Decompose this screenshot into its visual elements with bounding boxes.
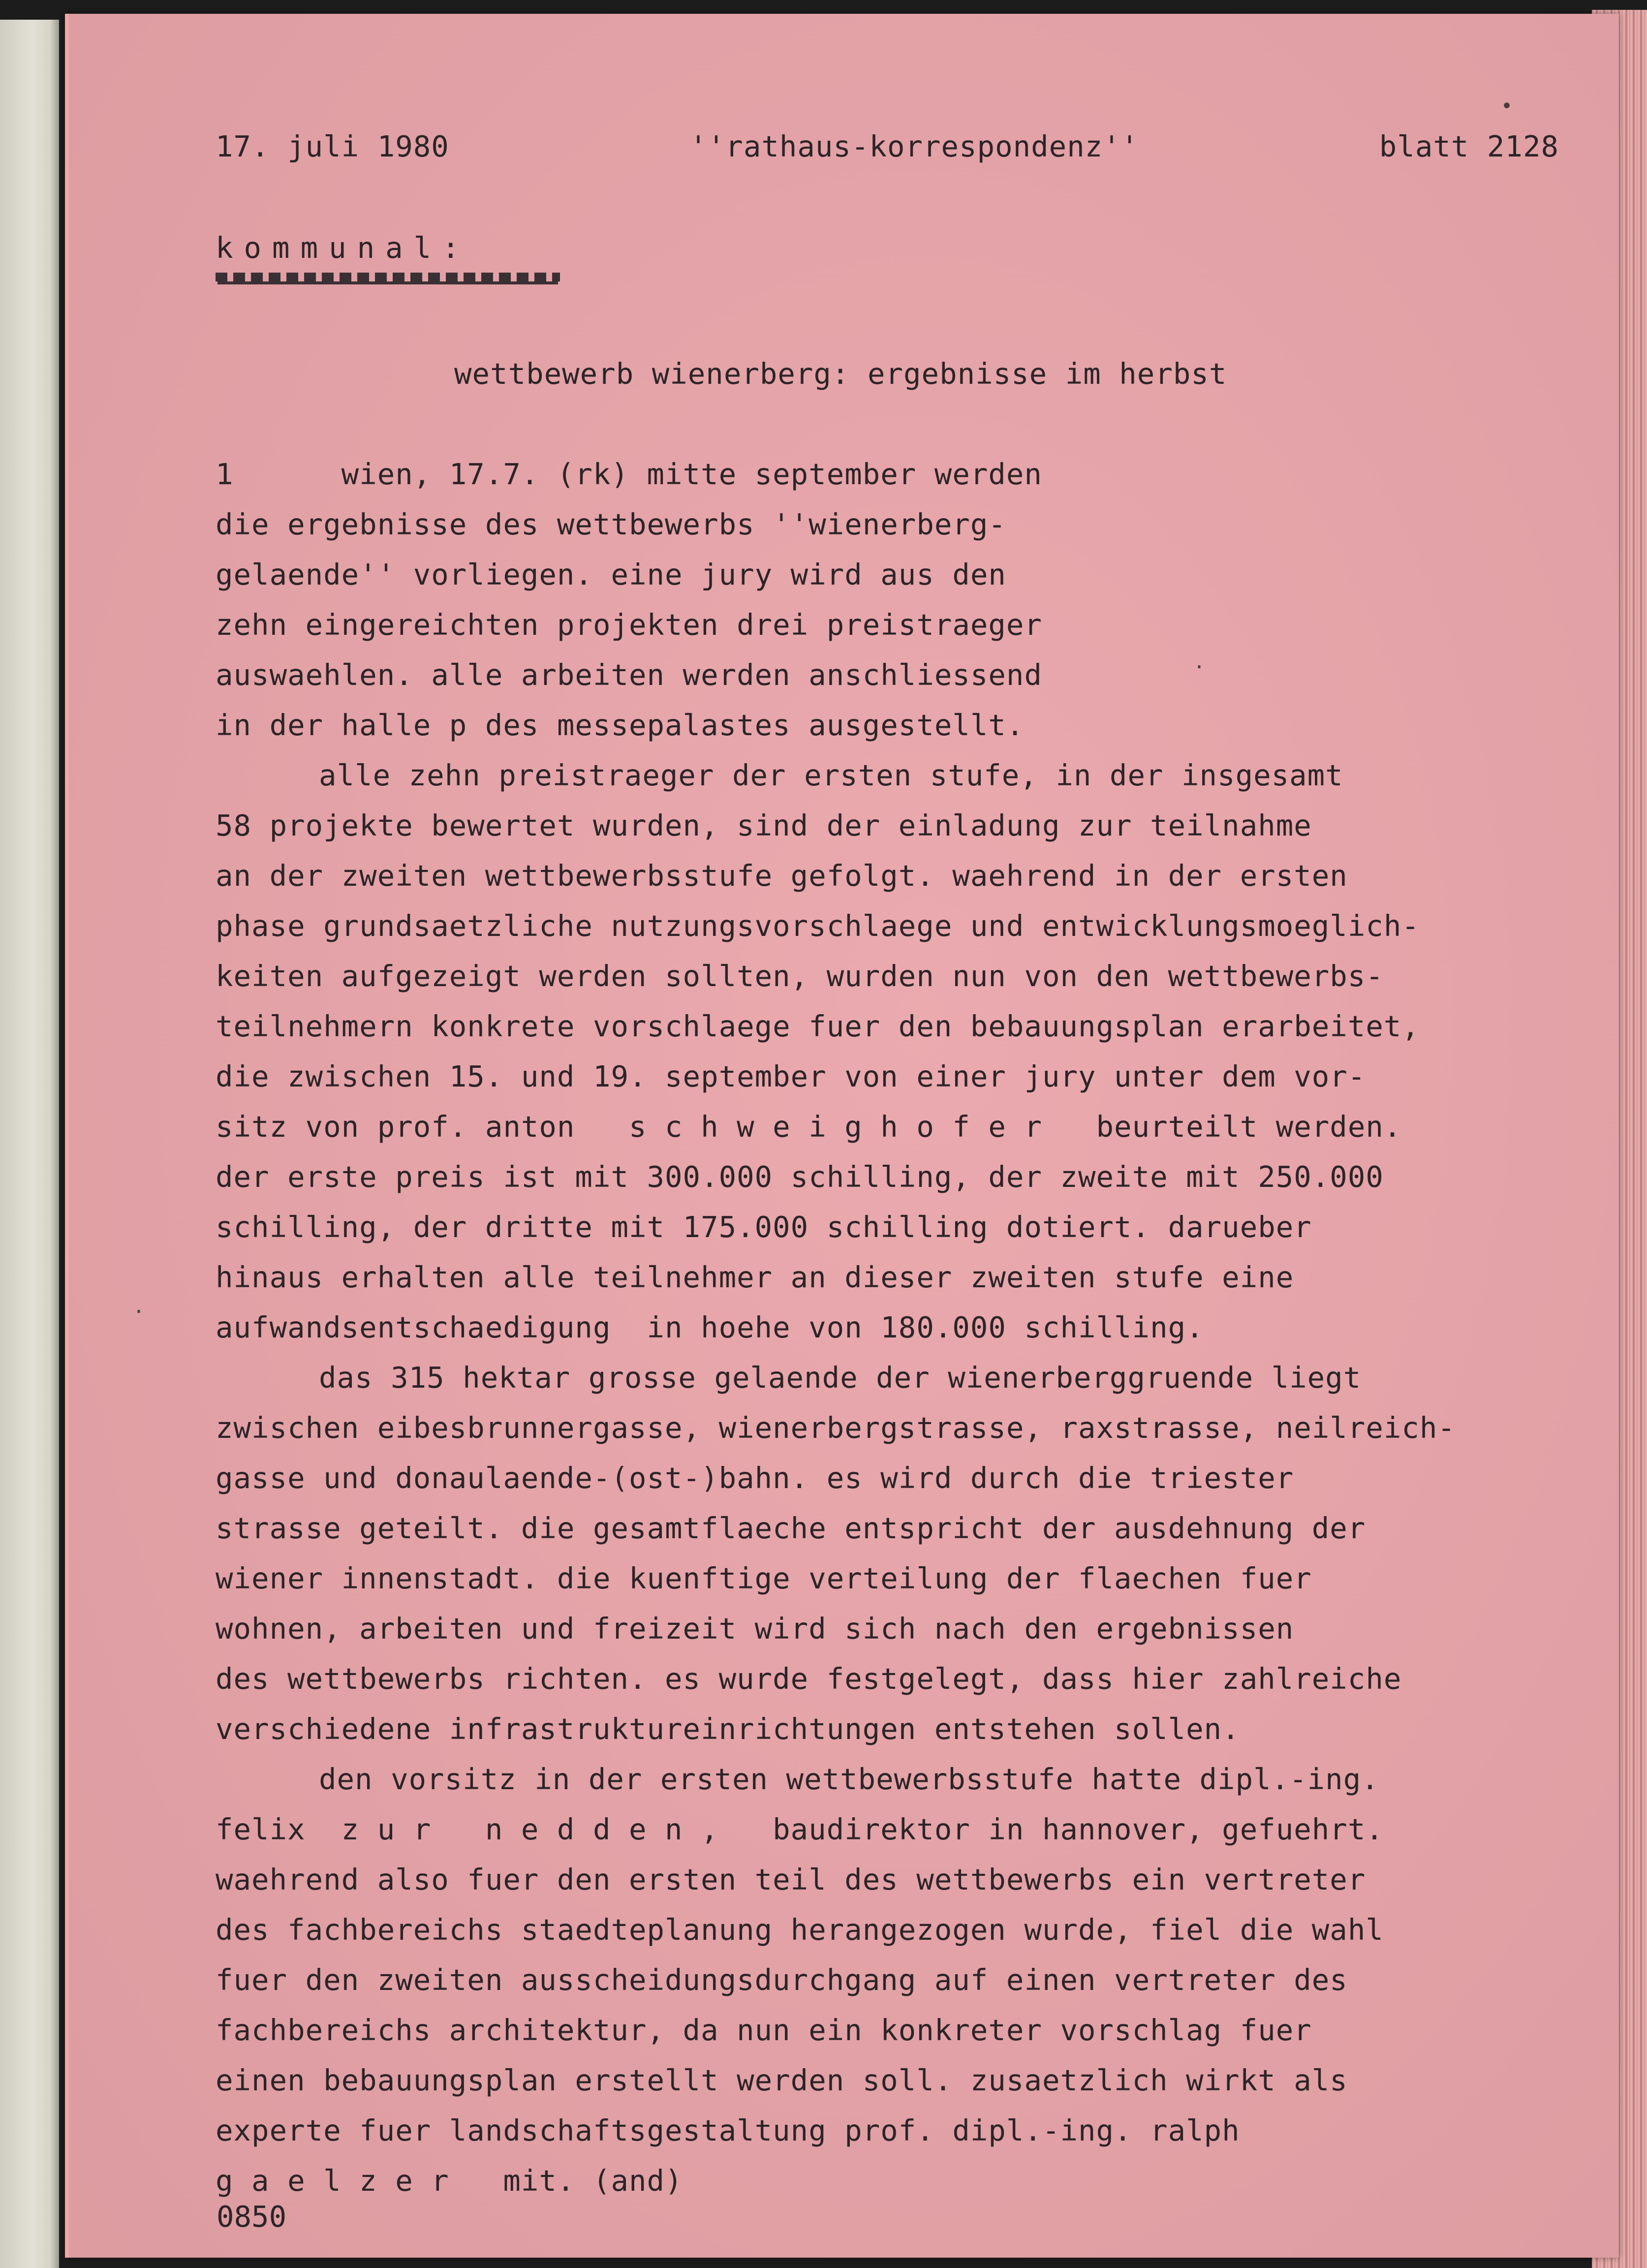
header-sheet-number: blatt 2128: [1379, 129, 1559, 163]
text-line: 1 wien, 17.7. (rk) mitte september werden: [216, 457, 1042, 491]
text-line: den vorsitz in der ersten wettbewerbsstufe hatte dipl.-ing.: [319, 1762, 1379, 1796]
text-line: die zwischen 15. und 19. september von einer jury unter dem vor-: [216, 1059, 1366, 1093]
text-line: sitz von prof. anton s c h w e i g h o f e r beurteilt werden.: [216, 1110, 1402, 1144]
text-line: wiener innenstadt. die kuenftige verteilung der flaechen fuer: [216, 1561, 1312, 1595]
text-line: zehn eingereichten projekten drei preistraeger: [216, 608, 1042, 642]
text-line: gasse und donaulaende-(ost-)bahn. es wird durch die triester: [216, 1461, 1294, 1495]
page-content: [216, 123, 1603, 2207]
text-line: in der halle p des messepalastes ausgestellt.: [216, 708, 1025, 742]
document-page: [65, 14, 1619, 2258]
text-line: waehrend also fuer den ersten teil des wettbewerbs ein vertreter: [216, 1863, 1366, 1896]
text-line: zwischen eibesbrunnergasse, wienerbergstrasse, raxstrasse, neilreich-: [216, 1411, 1456, 1445]
page-code: 0850: [217, 2200, 287, 2234]
text-line: fachbereichs architektur, da nun ein konkreter vorschlag fuer: [216, 2013, 1312, 2047]
header-date: 17. juli 1980: [216, 129, 449, 163]
text-line: hinaus erhalten alle teilnehmer an dieser zweiten stufe eine: [216, 1260, 1294, 1294]
text-line: experte fuer landschaftsgestaltung prof. dipl.-ing. ralph: [216, 2113, 1240, 2147]
text-line: fuer den zweiten ausscheidungsdurchgang auf einen vertreter des: [216, 1963, 1348, 1997]
text-line: des fachbereichs staedteplanung herangezogen wurde, fiel die wahl: [216, 1913, 1384, 1947]
text-line: an der zweiten wettbewerbsstufe gefolgt. waehrend in der ersten: [216, 859, 1348, 893]
text-line: felix z u r n e d d e n , baudirektor in hannover, gefuehrt.: [216, 1812, 1384, 1846]
text-line: phase grundsaetzliche nutzungsvorschlaege und entwicklungsmoeglich-: [216, 909, 1420, 943]
section-underline: [216, 273, 560, 281]
text-line: wohnen, arbeiten und freizeit wird sich nach den ergebnissen: [216, 1612, 1294, 1646]
header-publication: ''rathaus-korrespondenz'': [689, 129, 1139, 163]
left-page-edge: [0, 20, 59, 2268]
ink-speck: ·: [1193, 656, 1206, 679]
article-body: [216, 451, 1603, 2207]
text-line: keiten aufgezeigt werden sollten, wurden nun von den wettbewerbs-: [216, 959, 1384, 993]
text-line: verschiedene infrastruktureinrichtungen entstehen sollen.: [216, 1712, 1240, 1746]
text-line: das 315 hektar grosse gelaende der wienerberggruende liegt: [319, 1361, 1362, 1395]
article-headline: wettbewerb wienerberg: ergebnisse im herbst: [454, 357, 1227, 391]
text-line: schilling, der dritte mit 175.000 schilling dotiert. darueber: [216, 1210, 1312, 1244]
text-line: gelaende'' vorliegen. eine jury wird aus den: [216, 558, 1006, 591]
page-header: [216, 123, 1559, 170]
section-label: kommunal:: [216, 231, 470, 265]
text-line: alle zehn preistraeger der ersten stufe, in der insgesamt: [319, 758, 1343, 792]
text-line: teilnehmern konkrete vorschlaege fuer den bebauungsplan erarbeitet,: [216, 1009, 1420, 1043]
text-line: der erste preis ist mit 300.000 schilling, der zweite mit 250.000: [216, 1160, 1384, 1194]
ink-speck: ·: [133, 1301, 145, 1323]
text-line: auswaehlen. alle arbeiten werden anschliessend: [216, 658, 1042, 692]
text-line: einen bebauungsplan erstellt werden soll. zusaetzlich wirkt als: [216, 2063, 1348, 2097]
text-line: des wettbewerbs richten. es wurde festgelegt, dass hier zahlreiche: [216, 1662, 1402, 1696]
text-line: 58 projekte bewertet wurden, sind der einladung zur teilnahme: [216, 808, 1312, 842]
text-line: g a e l z e r mit. (and): [216, 2164, 683, 2198]
text-line: aufwandsentschaedigung in hoehe von 180.000 schilling.: [216, 1310, 1204, 1344]
ink-speck: •: [1501, 95, 1513, 118]
text-line: die ergebnisse des wettbewerbs ''wienerberg-: [216, 507, 1006, 541]
text-line: strasse geteilt. die gesamtflaeche entspricht der ausdehnung der: [216, 1511, 1366, 1545]
